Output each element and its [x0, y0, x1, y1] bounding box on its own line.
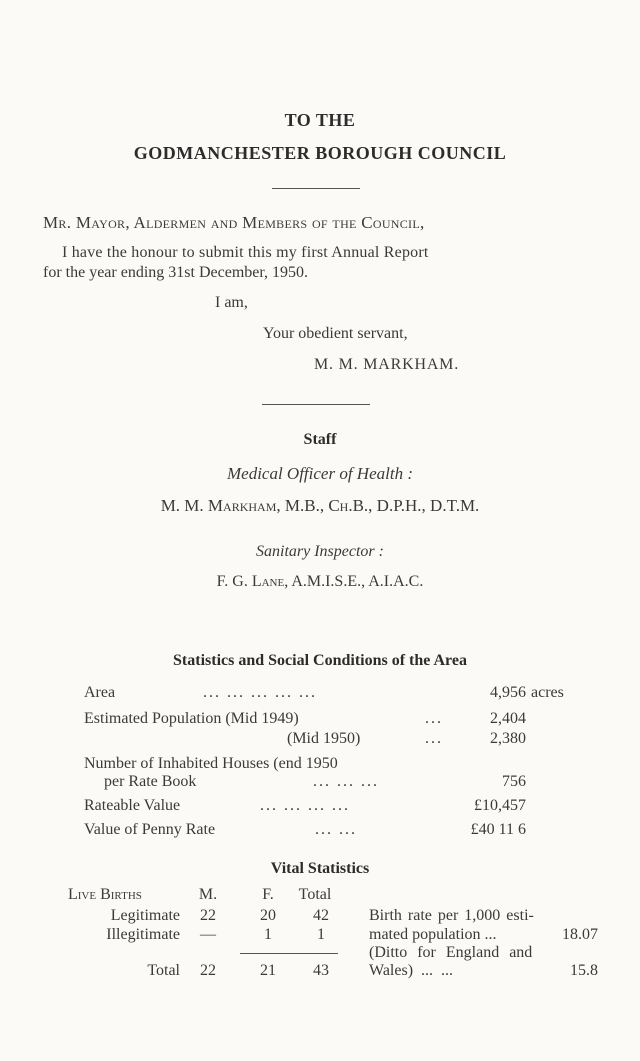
si-title: Sanitary Inspector : [256, 543, 384, 560]
penny-rate-value: £40 11 6 [470, 821, 526, 838]
moh-name: M. M. Markham, M.B., Ch.B., D.P.H., D.T.M. [160, 496, 480, 515]
vital-heading: Vital Statistics [270, 860, 370, 877]
birth-rate-line-2: mated population ... [369, 926, 497, 943]
rateable-value: £10,457 [474, 797, 526, 814]
birth-rate-line-1: Birth rate per 1,000 esti- [369, 907, 534, 924]
rateable-dots: ... ... ... ... [260, 797, 350, 814]
row-illegitimate-f: 1 [264, 926, 272, 943]
live-births-label: Live Births [68, 886, 142, 903]
houses-label-1: Number of Inhabited Houses (end 1950 [84, 755, 338, 772]
moh-title: Medical Officer of Health : [226, 464, 413, 483]
letter-para-line-2: for the year ending 31st December, 1950. [43, 264, 309, 281]
ditto-line-2: Wales) ... ... [369, 962, 454, 979]
row-legitimate-label: Legitimate [110, 907, 180, 924]
houses-label-2: per Rate Book [104, 773, 197, 790]
letter-closing: Your obedient servant, [263, 325, 408, 342]
population-value-2: 2,380 [490, 730, 526, 747]
letter-para-line-1: I have the honour to submit this my first Annual Report [62, 244, 429, 261]
salutation: Mr. Mayor, Aldermen and Members of the Council, [43, 213, 425, 232]
signature: M. M. MARKHAM. [314, 356, 459, 373]
population-label-1: Estimated Population (Mid 1949) [84, 710, 299, 727]
row-illegitimate-label: Illegitimate [106, 926, 180, 943]
letter-i-am: I am, [215, 294, 248, 311]
row-illegitimate-total: 1 [317, 926, 325, 943]
population-dots-1: ... [425, 710, 443, 727]
penny-rate-label: Value of Penny Rate [84, 821, 216, 838]
area-value: 4,956 [490, 684, 526, 701]
row-total-m: 22 [200, 962, 216, 979]
area-label: Area [84, 684, 116, 701]
col-f-header: F. [262, 886, 274, 903]
ditto-value: 15.8 [570, 962, 598, 979]
row-total-label: Total [147, 962, 180, 979]
header-line-1: TO THE [284, 110, 356, 130]
row-legitimate-m: 22 [200, 907, 216, 924]
area-dots: ... ... ... ... ... [203, 684, 317, 701]
header-line-2: GODMANCHESTER BOROUGH COUNCIL [133, 143, 507, 163]
population-value-1: 2,404 [490, 710, 526, 727]
row-illegitimate-m: — [200, 926, 216, 943]
houses-dots: ... ... ... [313, 773, 379, 790]
birth-rate-value: 18.07 [562, 926, 598, 943]
col-m-header: M. [198, 886, 218, 903]
row-total-f: 21 [260, 962, 276, 979]
divider-2 [262, 404, 370, 405]
houses-value: 756 [502, 773, 526, 790]
row-total-total: 43 [313, 962, 329, 979]
si-name: F. G. Lane, A.M.I.S.E., A.I.A.C. [216, 573, 424, 590]
divider-1 [272, 188, 360, 189]
col-total-header: Total [298, 886, 332, 903]
penny-rate-dots: ... ... [315, 821, 357, 838]
staff-heading: Staff [303, 431, 337, 448]
population-label-2: (Mid 1950) [287, 730, 361, 747]
rateable-label: Rateable Value [84, 797, 181, 814]
totals-divider [240, 953, 338, 954]
ditto-line-1: (Ditto for England and [369, 944, 533, 961]
area-unit: acres [531, 684, 564, 701]
population-dots-2: ... [425, 730, 443, 747]
statistics-heading: Statistics and Social Conditions of the Area [173, 652, 467, 669]
row-legitimate-total: 42 [313, 907, 329, 924]
row-legitimate-f: 20 [260, 907, 276, 924]
